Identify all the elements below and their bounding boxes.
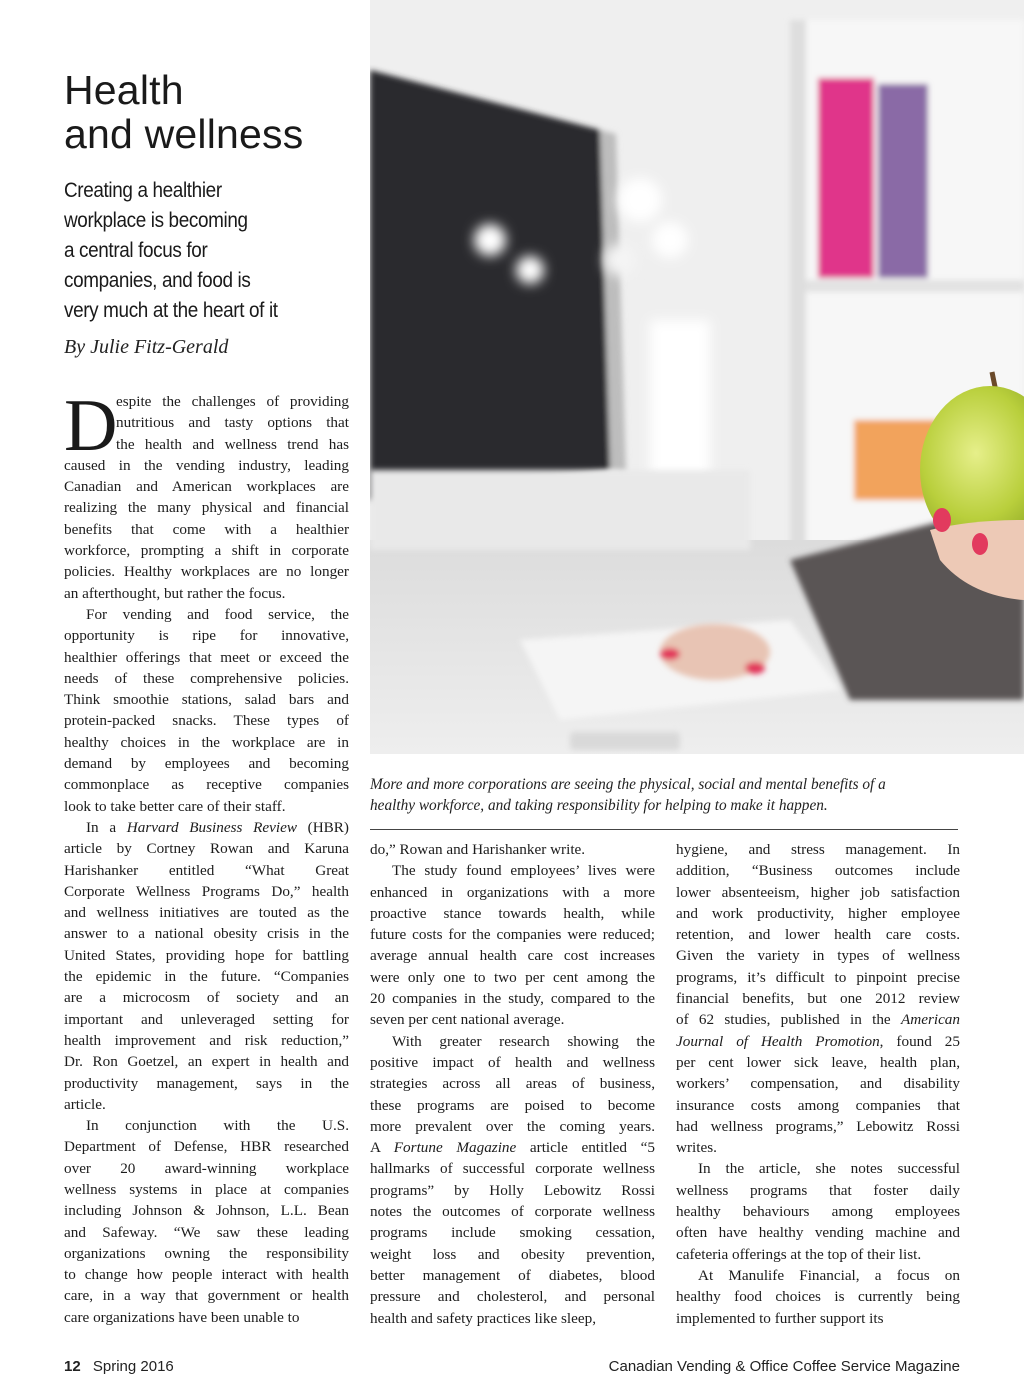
photo-caption [370, 774, 970, 816]
body-line: demand by employees and becoming [64, 755, 349, 773]
body-line: strategies across all areas of business, [370, 1075, 655, 1093]
title-line-1: Health [64, 67, 184, 113]
body-line: are a microcosm of society and an [64, 989, 349, 1007]
body-line: including Johnson & Johnson, L.L. Bean [64, 1202, 349, 1220]
article-deck [64, 176, 334, 326]
body-line: had wellness programs,” Lebowitz Rossi [676, 1117, 960, 1135]
body-line: Department of Defense, HBR researched [64, 1138, 349, 1156]
body-line: Dr. Ron Goetzel, an expert in health and [64, 1053, 349, 1071]
body-line: weight loss and obesity prevention, [370, 1245, 655, 1263]
deck-line: companies, and food is [64, 269, 251, 292]
body-line: workers’ compensation, and disability [676, 1075, 960, 1093]
body-line: benefits that come with a healthier [64, 520, 349, 538]
body-line: positive impact of health and wellness [370, 1053, 655, 1071]
body-line: implemented to further support its [676, 1309, 884, 1327]
body-line: article. [64, 1095, 106, 1113]
office-desk-apple-illustration [370, 0, 1024, 754]
body-line: For vending and food service, the [86, 605, 349, 623]
body-line: cafeteria offerings at the top of their list. [676, 1245, 922, 1263]
body-line: and Safeway. “We saw these leading [64, 1223, 349, 1241]
body-line: Think smoothie stations, salad bars and [64, 691, 349, 709]
body-line: A Fortune Magazine article entitled “5 [370, 1139, 655, 1157]
body-line: realizing the many physical and financial [64, 499, 349, 517]
body-line: care organizations have been unable to [64, 1308, 300, 1326]
body-line: and work productivity, higher employee [676, 904, 960, 922]
body-line: Given the variety in types of wellness [676, 947, 960, 965]
caption-line: healthy workforce, and taking responsibility for helping to make it happen. [370, 797, 828, 814]
page-footer-left [64, 1358, 174, 1375]
body-line: healthy behaviours among employees [676, 1203, 960, 1221]
body-column-1 [64, 385, 349, 1328]
body-line: addition, “Business outcomes include [676, 862, 960, 880]
dropcap: D [64, 385, 118, 467]
column-1-lines [64, 455, 349, 1328]
title-line-2: and wellness [64, 111, 304, 157]
body-line: look to take better care of their staff. [64, 797, 286, 815]
magazine-name: Canadian Vending & Office Coffee Service Magazine [608, 1358, 960, 1375]
body-line: seven per cent national average. [370, 1011, 565, 1029]
body-line: protein-packed snacks. These types of [64, 712, 349, 730]
body-line: over 20 award-winning workplace [64, 1159, 349, 1177]
caption-divider [370, 829, 958, 830]
body-line: wellness systems in place at companies [64, 1180, 349, 1198]
article-photo [370, 0, 1024, 754]
body-line: per cent lower sick leave, health plan, [676, 1053, 960, 1071]
body-line: often have healthy vending machine and [676, 1224, 960, 1242]
article-title [64, 68, 364, 156]
body-line: United States, providing hope for battling [64, 946, 349, 964]
body-line: article by Cortney Rowan and Karuna [64, 840, 349, 858]
body-line: proactive stance towards health, while [370, 904, 655, 922]
body-line: lower absenteeism, higher job satisfaction [676, 883, 960, 901]
body-line: In a Harvard Business Review (HBR) [86, 818, 349, 836]
body-line: Corporate Wellness Programs Do,” health [64, 882, 349, 900]
body-line: In the article, she notes successful [698, 1160, 960, 1178]
body-line: hallmarks of successful corporate wellness [370, 1160, 655, 1178]
body-line: pressure and cholesterol, and personal [370, 1288, 655, 1306]
body-line: healthy food choices is currently being [676, 1288, 960, 1306]
body-line: programs include smoking cessation, [370, 1224, 655, 1242]
body-line: hygiene, and stress management. In [676, 841, 960, 858]
body-line: answer to a national obesity crisis in the [64, 925, 349, 943]
body-column-3 [676, 839, 960, 1329]
body-line: workforce, prompting a shift in corporate [64, 542, 349, 560]
caption-line: More and more corporations are seeing the physical, social and mental benefits of a [370, 776, 886, 793]
body-line: better management of diabetes, blood [370, 1266, 655, 1284]
body-line: care, in a way that government or health [64, 1287, 349, 1305]
body-line: nutritious and tasty options that [116, 414, 349, 432]
body-line: more prevalent over the coming years. [370, 1117, 655, 1135]
body-line: At Manulife Financial, a focus on [698, 1266, 960, 1284]
body-line: opportunity is ripe for innovative, [64, 627, 349, 645]
body-line: important and unleveraged setting for [64, 1010, 349, 1028]
issue-label: Spring 2016 [92, 1358, 174, 1375]
body-line: insurance costs among companies that [676, 1096, 960, 1114]
body-line: an afterthought, but rather the focus. [64, 584, 286, 602]
body-line: The study found employees’ lives were [392, 862, 655, 880]
body-line: retention, and lower health care costs. [676, 926, 960, 944]
body-line: needs of these comprehensive policies. [64, 669, 349, 687]
body-line: wellness programs that foster daily [676, 1181, 960, 1199]
page-number: 12 [64, 1358, 81, 1375]
body-line: 20 companies in the study, compared to the [370, 990, 655, 1008]
body-line: espite the challenges of providing [116, 393, 349, 410]
deck-line: Creating a healthier [64, 179, 222, 202]
body-line: In conjunction with the U.S. [86, 1117, 349, 1135]
body-line: Journal of Health Promotion, found 25 [676, 1032, 960, 1050]
body-line: programs, it’s difficult to pinpoint precise [676, 968, 960, 986]
body-line: and wellness initiatives are touted as the [64, 904, 349, 922]
monitor [370, 70, 626, 500]
body-line: the health and wellness trend has [116, 435, 349, 453]
body-line: enhanced in organizations with a more [370, 883, 655, 901]
deck-line: workplace is becoming [64, 209, 248, 232]
body-column-2 [370, 839, 655, 1329]
body-line: commonplace as receptive companies [64, 776, 349, 794]
body-line: programs” by Holly Lebowitz Rossi [370, 1181, 655, 1199]
body-line: productivity management, says in the [64, 1074, 349, 1092]
body-line: of 62 studies, published in the American [676, 1011, 960, 1029]
deck-line: a central focus for [64, 239, 208, 262]
body-line: the epidemic in the future. “Companies [64, 968, 349, 986]
body-line: policies. Healthy workplaces are no longer [64, 563, 349, 581]
body-line: average annual health care cost increases [370, 947, 655, 965]
body-line: Canadian and American workplaces are [64, 478, 349, 496]
deck-line: very much at the heart of it [64, 299, 278, 322]
body-line: to change how people interact with health [64, 1266, 349, 1284]
body-line: do,” Rowan and Harishanker write. [370, 841, 586, 858]
body-line: financial benefits, but one 2012 review [676, 990, 960, 1008]
body-line: Harishanker entitled “What Great [64, 861, 349, 879]
body-line: caused in the vending industry, leading [64, 456, 349, 474]
body-line: health and safety practices like sleep, [370, 1309, 597, 1327]
body-line: organizations owning the responsibility [64, 1244, 349, 1262]
body-line: were only one to two per cent among the [370, 968, 655, 986]
body-line: future costs for the companies were reduced; [370, 926, 655, 944]
body-line: With greater research showing the [392, 1032, 655, 1050]
body-line: healthy choices in the workplace are in [64, 733, 349, 751]
body-line: writes. [676, 1139, 717, 1157]
body-line: healthier offerings that meet or exceed the [64, 648, 349, 666]
body-line: notes the outcomes of corporate wellness [370, 1203, 655, 1221]
body-line: these programs are poised to become [370, 1096, 655, 1114]
byline: By Julie Fitz-Gerald [64, 336, 229, 358]
body-line: health improvement and risk reduction,” [64, 1031, 349, 1049]
